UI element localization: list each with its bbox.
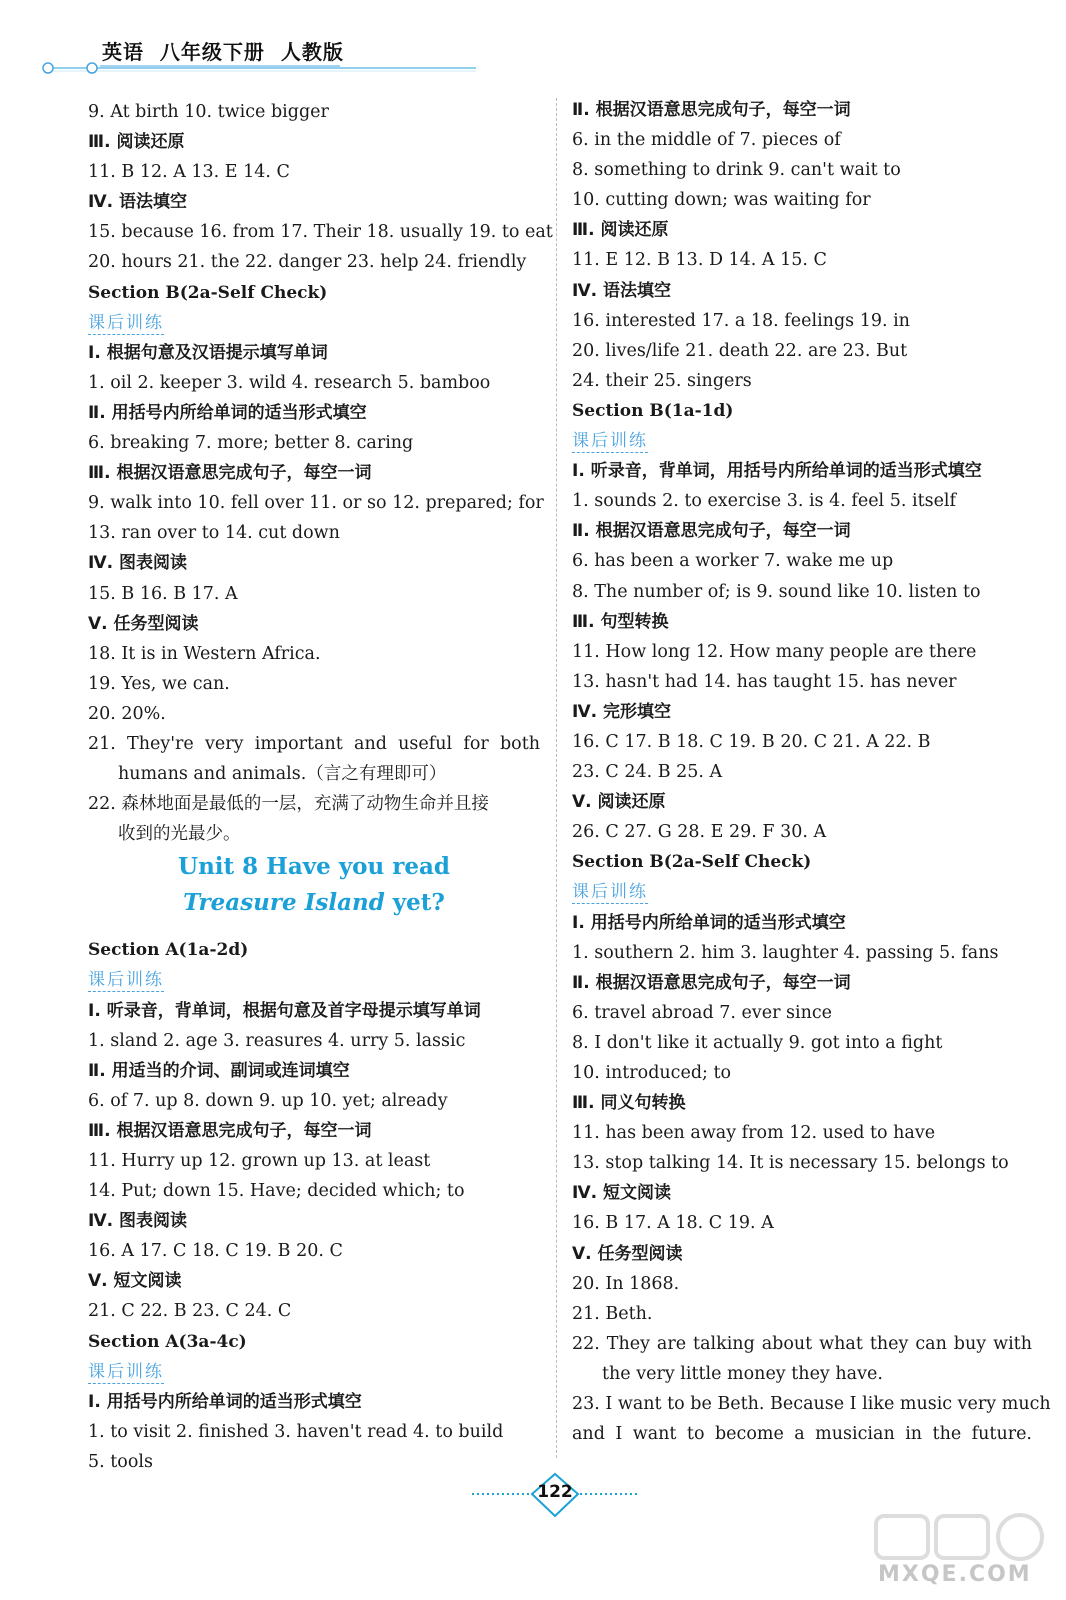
section-heading: Section A(3a-4c) [88, 1331, 247, 1352]
answer-line: 15. because 16. from 17. Their 18. usually 19. to eat [88, 222, 553, 243]
exercise-heading: Ⅲ. 句型转换 [572, 611, 669, 632]
answer-line: 20. lives/life 21. death 22. are 23. But [572, 340, 908, 361]
answer-line: 22. They are talking about what they can buy with [572, 1333, 1032, 1354]
answer-line: 20. hours 21. the 22. danger 23. help 24. friendly [88, 252, 527, 273]
answer-line: 19. Yes, we can. [88, 673, 230, 694]
exercise-heading: Ⅱ. 根据汉语意思完成句子，每空一词 [572, 972, 851, 993]
answer-line: 23. I want to be Beth. Because I like music very much [572, 1394, 1051, 1415]
exercise-heading: Ⅰ. 听录音，背单词，根据句意及首字母提示填写单词 [88, 1000, 481, 1021]
answer-line: 22. 森林地面是最低的一层，充满了动物生命并且接 [88, 794, 489, 815]
unit-title: Unit 8 Have you read [178, 853, 450, 881]
exercise-tag [88, 965, 540, 995]
exercise-tag [88, 1357, 540, 1387]
exercise-heading: Ⅴ. 短文阅读 [88, 1271, 182, 1292]
answer-line: 14. Put; down 15. Have; decided which; to [88, 1181, 465, 1202]
exercise-heading: Ⅴ. 阅读还原 [572, 792, 666, 813]
answer-line: and I want to become a musician in the future. [572, 1424, 1032, 1445]
left-column [88, 97, 553, 1477]
answer-line: 11. Hurry up 12. grown up 13. at least [88, 1151, 431, 1171]
answer-line: 10. introduced; to [572, 1063, 732, 1083]
answer-line: 10. cutting down; was waiting for [572, 190, 871, 211]
answer-line: 16. C 17. B 18. C 19. B 20. C 21. A 22. B [572, 731, 931, 752]
answer-line: 13. hasn't had 14. has taught 15. has never [572, 671, 957, 692]
answer-line: 6. of 7. up 8. down 9. up 10. yet; already [88, 1090, 448, 1111]
section-heading: Section A(1a-2d) [88, 940, 249, 961]
watermark-text: MXQE.COM [878, 1562, 1032, 1587]
answer-line: 9. At birth 10. twice bigger [88, 102, 329, 122]
answer-line: 8. something to drink 9. can't wait to [572, 160, 901, 181]
answer-line: 21. C 22. B 23. C 24. C [88, 1301, 292, 1322]
exercise-tag [572, 426, 1032, 456]
answer-line: 8. The number of; is 9. sound like 10. listen to [572, 581, 981, 602]
exercise-heading: Ⅳ. 图表阅读 [88, 553, 188, 574]
unit-title-tail: yet? [384, 889, 445, 917]
exercise-heading: Ⅲ. 根据汉语意思完成句子，每空一词 [88, 463, 372, 484]
section-heading: Section B(2a-Self Check) [572, 852, 812, 873]
exercise-heading: Ⅲ. 同义句转换 [572, 1093, 686, 1114]
answer-line: 1. oil 2. keeper 3. wild 4. research 5. bamboo [88, 372, 491, 393]
answer-line: 16. B 17. A 18. C 19. A [572, 1213, 774, 1234]
exercise-tag-label: 课后训练 [572, 882, 648, 903]
answer-line: 26. C 27. G 28. E 29. F 30. A [572, 822, 827, 843]
exercise-tag [572, 877, 1032, 907]
answer-line: 6. has been a worker 7. wake me up [572, 551, 894, 572]
exercise-tag-label: 课后训练 [88, 1361, 164, 1382]
column-divider [556, 98, 557, 1458]
answer-line: 5. tools [88, 1451, 153, 1472]
answer-line: 6. in the middle of 7. pieces of [572, 130, 841, 151]
answer-line: 8. I don't like it actually 9. got into a fight [572, 1032, 943, 1053]
answer-line: 23. C 24. B 25. A [572, 762, 723, 783]
exercise-heading: Ⅱ. 用括号内所给单词的适当形式填空 [88, 402, 367, 423]
answer-line: 20. 20%. [88, 703, 166, 724]
exercise-heading: Ⅰ. 用括号内所给单词的适当形式填空 [88, 1391, 362, 1412]
exercise-heading: Ⅲ. 阅读还原 [88, 132, 185, 153]
header-title: 英语 八年级下册 人教版 [102, 40, 344, 64]
answer-line-continued: the very little money they have. [602, 1363, 883, 1384]
exercise-heading: Ⅱ. 用适当的介词、副词或连词填空 [88, 1060, 350, 1081]
answer-line: 21. They're very important and useful for both [88, 733, 540, 754]
unit-title-book [88, 885, 540, 921]
answer-line-continued: humans and animals.（言之有理即可） [118, 764, 447, 785]
answer-line-continued: 收到的光最少。 [118, 824, 241, 845]
answer-line: 11. E 12. B 13. D 14. A 15. C [572, 250, 827, 271]
exercise-heading: Ⅳ. 语法填空 [88, 192, 188, 213]
answer-line: 1. to visit 2. finished 3. haven't read 4. to build [88, 1421, 504, 1442]
page-footer [470, 1472, 640, 1520]
exercise-heading: Ⅴ. 任务型阅读 [572, 1243, 683, 1264]
answer-line: 15. B 16. B 17. A [88, 583, 238, 604]
exercise-heading: Ⅲ. 根据汉语意思完成句子，每空一词 [88, 1120, 372, 1141]
right-column [572, 95, 1051, 1449]
answer-line: 1. southern 2. him 3. laughter 4. passing 5. fans [572, 942, 999, 963]
answer-line: 24. their 25. singers [572, 370, 752, 391]
exercise-heading: Ⅱ. 根据汉语意思完成句子，每空一词 [572, 100, 851, 120]
answer-line: 1. sounds 2. to exercise 3. is 4. feel 5. itself [572, 491, 957, 512]
answer-line: 13. ran over to 14. cut down [88, 523, 340, 544]
answer-line: 6. breaking 7. more; better 8. caring [88, 433, 414, 454]
section-heading: Section B(2a-Self Check) [88, 282, 328, 303]
exercise-heading: Ⅳ. 短文阅读 [572, 1183, 672, 1204]
answer-line: 16. A 17. C 18. C 19. B 20. C [88, 1241, 343, 1262]
section-heading: Section B(1a-1d) [572, 400, 734, 421]
answer-line: 6. travel abroad 7. ever since [572, 1002, 833, 1023]
exercise-tag-label: 课后训练 [88, 312, 164, 333]
page-number: 122 [537, 1482, 573, 1502]
exercise-heading: Ⅱ. 根据汉语意思完成句子，每空一词 [572, 521, 851, 542]
exercise-heading: Ⅳ. 完形填空 [572, 701, 672, 722]
answer-line: 11. How long 12. How many people are there [572, 641, 977, 662]
book-title: Treasure Island [183, 889, 385, 917]
exercise-tag-label: 课后训练 [88, 970, 164, 991]
exercise-heading: Ⅲ. 阅读还原 [572, 220, 669, 241]
answer-line: 18. It is in Western Africa. [88, 643, 321, 664]
page-header [40, 28, 480, 78]
exercise-heading: Ⅰ. 根据句意及汉语提示填写单词 [88, 342, 328, 363]
answer-line: 9. walk into 10. fell over 11. or so 12. prepared; for [88, 493, 544, 514]
answer-line: 11. has been away from 12. used to have [572, 1123, 936, 1144]
exercise-heading: Ⅳ. 图表阅读 [88, 1211, 188, 1232]
answer-line: 16. interested 17. a 18. feelings 19. in [572, 310, 910, 331]
exercise-heading: Ⅴ. 任务型阅读 [88, 613, 199, 634]
watermark [870, 1512, 1060, 1592]
exercise-heading: Ⅰ. 听录音，背单词，用括号内所给单词的适当形式填空 [572, 461, 982, 482]
exercise-tag [88, 308, 540, 338]
answer-line: 1. sland 2. age 3. reasures 4. urry 5. lassic [88, 1030, 466, 1051]
exercise-tag-label: 课后训练 [572, 431, 648, 452]
answer-line: 21. Beth. [572, 1303, 653, 1324]
spacer [88, 921, 540, 935]
answer-line: 11. B 12. A 13. E 14. C [88, 162, 290, 183]
exercise-heading: Ⅳ. 语法填空 [572, 280, 672, 301]
answer-line: 20. In 1868. [572, 1273, 680, 1294]
exercise-heading: Ⅰ. 用括号内所给单词的适当形式填空 [572, 912, 846, 933]
answer-line: 13. stop talking 14. It is necessary 15. belongs to [572, 1153, 1009, 1174]
